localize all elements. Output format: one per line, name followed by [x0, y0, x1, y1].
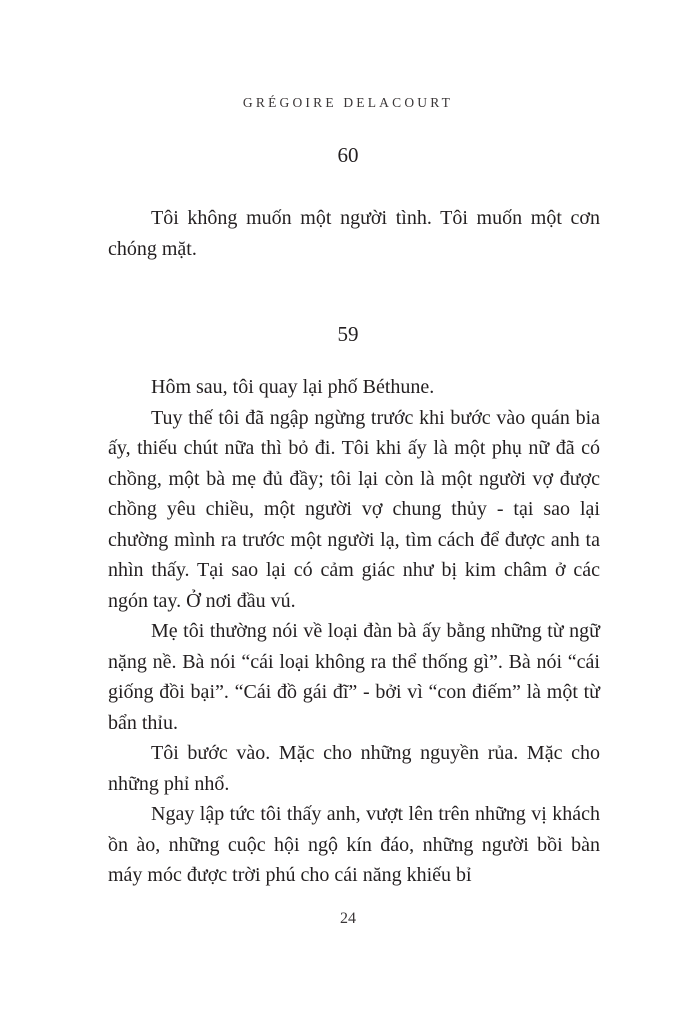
paragraph: Hôm sau, tôi quay lại phố Béthune.	[151, 376, 435, 398]
chapter-number-60: 60	[337, 143, 359, 167]
chapter-60-text	[108, 203, 600, 264]
paragraph: Mẹ tôi thường nói về loại đàn bà ấy bằng những từ ngữ nặng nề. Bà nói “cái loại không ra thể thống gì”. Bà nói “cái giống đồi bại”. “Cái đồ gái đĩ” - bởi vì “con điếm” là một từ bẩn thỉu.	[108, 620, 600, 734]
running-header-author: GRÉGOIRE DELACOURT	[242, 95, 454, 110]
paragraph: Tuy thế tôi đã ngập ngừng trước khi bước vào quán bia ấy, thiếu chút nữa thì bỏ đi. Tôi khi ấy là một phụ nữ đã có chồng, một bà mẹ đủ đầy; tôi lại còn là một người vợ được chồng yêu chiều, một người vợ chung thủy - tại sao lại chường mình ra trước một người lạ, tìm cách để được anh ta nhìn thấy. Tại sao lại có cảm giác như bị kim châm ở các ngón tay. Ở nơi đầu vú.	[108, 406, 600, 612]
chapter-number-59: 59	[337, 322, 359, 346]
chapter-59-text	[108, 372, 600, 891]
paragraph: Tôi không muốn một người tình. Tôi muốn một cơn chóng mặt.	[108, 207, 600, 260]
page-number: 24	[340, 910, 356, 927]
paragraph: Ngay lập tức tôi thấy anh, vượt lên trên những vị khách ồn ào, những cuộc hội ngộ kín đáo, những người bồi bàn máy móc được trời phú cho cái năng khiếu bỉ	[108, 803, 600, 886]
paragraph: Tôi bước vào. Mặc cho những nguyền rủa. Mặc cho những phỉ nhổ.	[108, 742, 600, 795]
